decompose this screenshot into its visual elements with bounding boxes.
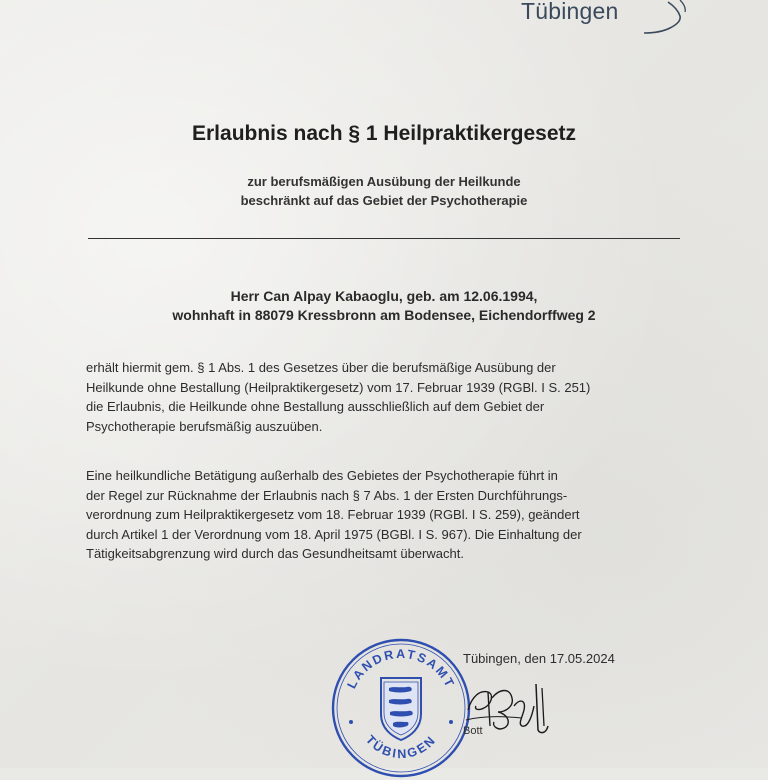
recipient-address-line: wohnhaft in 88079 Kressbronn am Bodensee, Eichendorffweg 2 bbox=[172, 307, 596, 323]
official-seal-stamp bbox=[329, 636, 473, 780]
paragraph-line: verordnung zum Heilpraktikergesetz vom 18. Februar 1939 (RGBl. I S. 259), geändert bbox=[86, 507, 580, 522]
recipient-block bbox=[0, 287, 768, 325]
paragraph-line: durch Artikel 1 der Verordnung vom 18. April 1975 (BGBl. I S. 967). Die Einhaltung der bbox=[86, 526, 582, 542]
horizontal-divider bbox=[88, 238, 680, 239]
paragraph-line: Heilkunde ohne Bestallung (Heilpraktikergesetz) vom 17. Februar 1939 (RGBl. I S. 251) bbox=[86, 379, 591, 395]
subtitle-line: beschränkt auf das Gebiet der Psychotherapie bbox=[240, 193, 528, 208]
paragraph-line: erhält hiermit gem. § 1 Abs. 1 des Gesetzes über die berufsmäßige Ausübung der bbox=[86, 360, 556, 375]
tuebingen-logo-icon bbox=[640, 0, 690, 40]
paragraph-line: die Erlaubnis, die Heilkunde ohne Bestallung ausschließlich auf dem Gebiet der bbox=[86, 399, 545, 414]
svg-text:TÜBINGEN: TÜBINGEN bbox=[362, 732, 440, 762]
permission-paragraph bbox=[86, 358, 590, 436]
document-subtitle bbox=[0, 172, 768, 210]
tuebingen-logo-text: Tübingen bbox=[521, 0, 619, 24]
paragraph-line: Tätigkeitsabgrenzung wird durch das Gesundheitsamt überwacht. bbox=[86, 546, 464, 561]
recipient-name-line: Herr Can Alpay Kabaoglu, geb. am 12.06.1994, bbox=[230, 288, 538, 304]
paragraph-line: Eine heilkundliche Betätigung außerhalb des Gebietes der Psychotherapie führt in bbox=[86, 468, 558, 483]
signer-name: Bott bbox=[463, 725, 483, 737]
paragraph-line: der Regel zur Rücknahme der Erlaubnis nach § 7 Abs. 1 der Ersten Durchführungs- bbox=[86, 487, 568, 503]
document-title: Erlaubnis nach § 1 Heilpraktikergesetz bbox=[192, 122, 576, 145]
svg-text:LANDRATSAMT: LANDRATSAMT bbox=[344, 646, 458, 691]
coat-of-arms-icon bbox=[381, 678, 421, 740]
restriction-paragraph bbox=[86, 466, 582, 564]
paragraph-line: Psychotherapie berufsmäßig auszuüben. bbox=[86, 418, 323, 434]
place-and-date: Tübingen, den 17.05.2024 bbox=[463, 651, 615, 666]
subtitle-line: zur berufsmäßigen Ausübung der Heilkunde bbox=[247, 174, 521, 189]
